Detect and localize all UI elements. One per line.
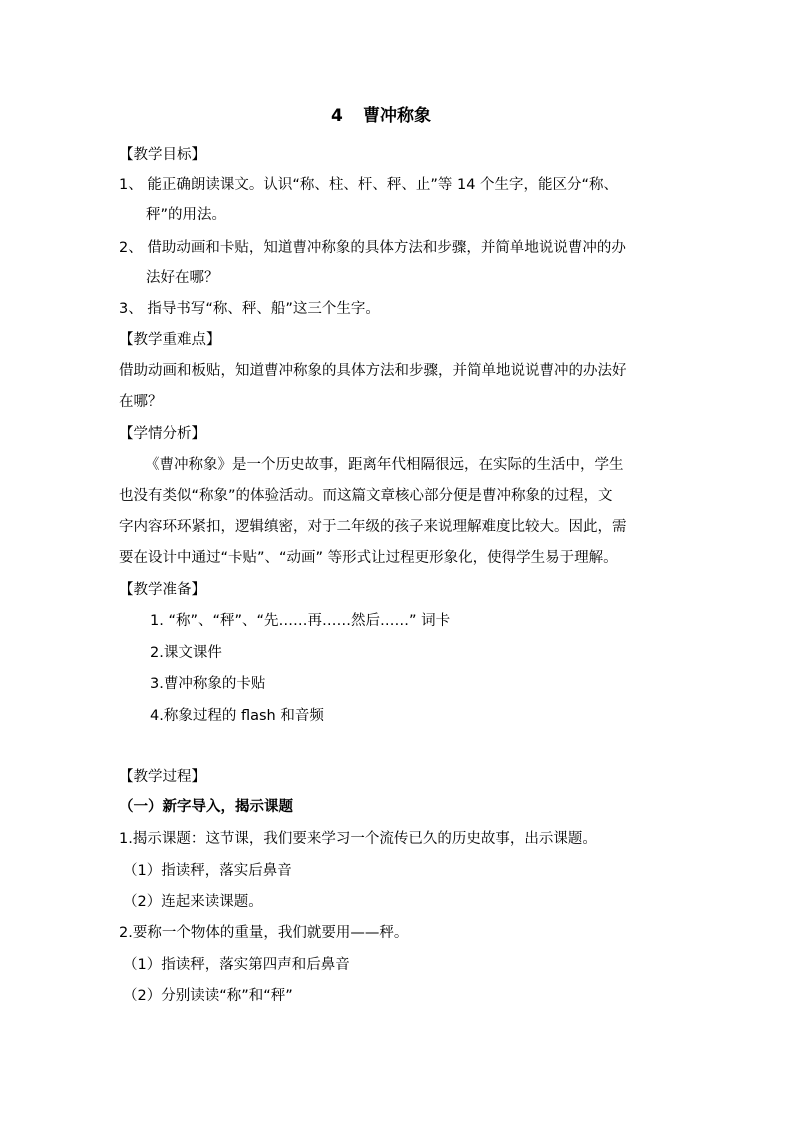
objective-line: 1、 能正确朗读课文。认识“称、柱、杆、秤、止”等 14 个生字，能区分“称、 [119,177,619,193]
preparation-item: 3.曹冲称象的卡贴 [150,676,266,692]
analysis-line: 《曹冲称象》是一个历史故事，距离年代相隔很远，在实际的生活中，学生 [145,457,624,473]
analysis-line: 也没有类似“称象”的体验活动。而这篇文章核心部分便是曹冲称象的过程，文 [119,488,613,504]
preparation-item: 4.称象过程的 flash 和音频 [150,708,324,724]
lesson-number: 4 [331,106,343,126]
process-line: 1.揭示课题：这节课，我们要来学习一个流传已久的历史故事，出示课题。 [119,831,597,847]
process-line: 2.要称一个物体的重量，我们就要用——秤。 [119,925,409,941]
preparation-item: 2.课文课件 [150,645,222,661]
process-line: （1）指读秤，落实后鼻音 [123,863,292,879]
objective-line: 法好在哪？ [146,270,219,286]
preparation-heading: 【教学准备】 [119,582,206,598]
objective-line: 3、 指导书写“称、秤、船”这三个生字。 [119,301,380,317]
key-points-heading: 【教学重难点】 [119,332,221,348]
process-line: （1）指读秤，落实第四声和后鼻音 [123,957,350,973]
key-points-line: 借助动画和板贴，知道曹冲称象的具体方法和步骤，并简单地说说曹冲的办法好 [119,363,627,379]
analysis-line: 字内容环环紧扣，逻辑缜密，对于二年级的孩子来说理解难度比较大。因此，需 [119,519,627,535]
key-points-line: 在哪？ [119,394,163,410]
process-section-heading: （一）新字导入，揭示课题 [119,799,293,815]
analysis-heading: 【学情分析】 [119,426,206,442]
analysis-line: 要在设计中通过“卡贴”、“动画” 等形式让过程更形象化，使得学生易于理解。 [119,550,618,566]
objective-line: 2、 借助动画和卡贴，知道曹冲称象的具体方法和步骤，并简单地说说曹冲的办 [119,240,626,256]
preparation-item: 1. “称”、“秤”、“先……再……然后……” 词卡 [150,613,451,629]
process-line: （2）分别读读“称”和“秤” [123,988,293,1004]
process-heading: 【教学过程】 [119,769,206,785]
document-title [331,106,794,126]
objectives-heading: 【教学目标】 [119,147,206,163]
process-line: （2）连起来读课题。 [123,894,263,910]
lesson-title: 曹冲称象 [363,106,431,126]
objective-line: 秤”的用法。 [146,207,227,223]
